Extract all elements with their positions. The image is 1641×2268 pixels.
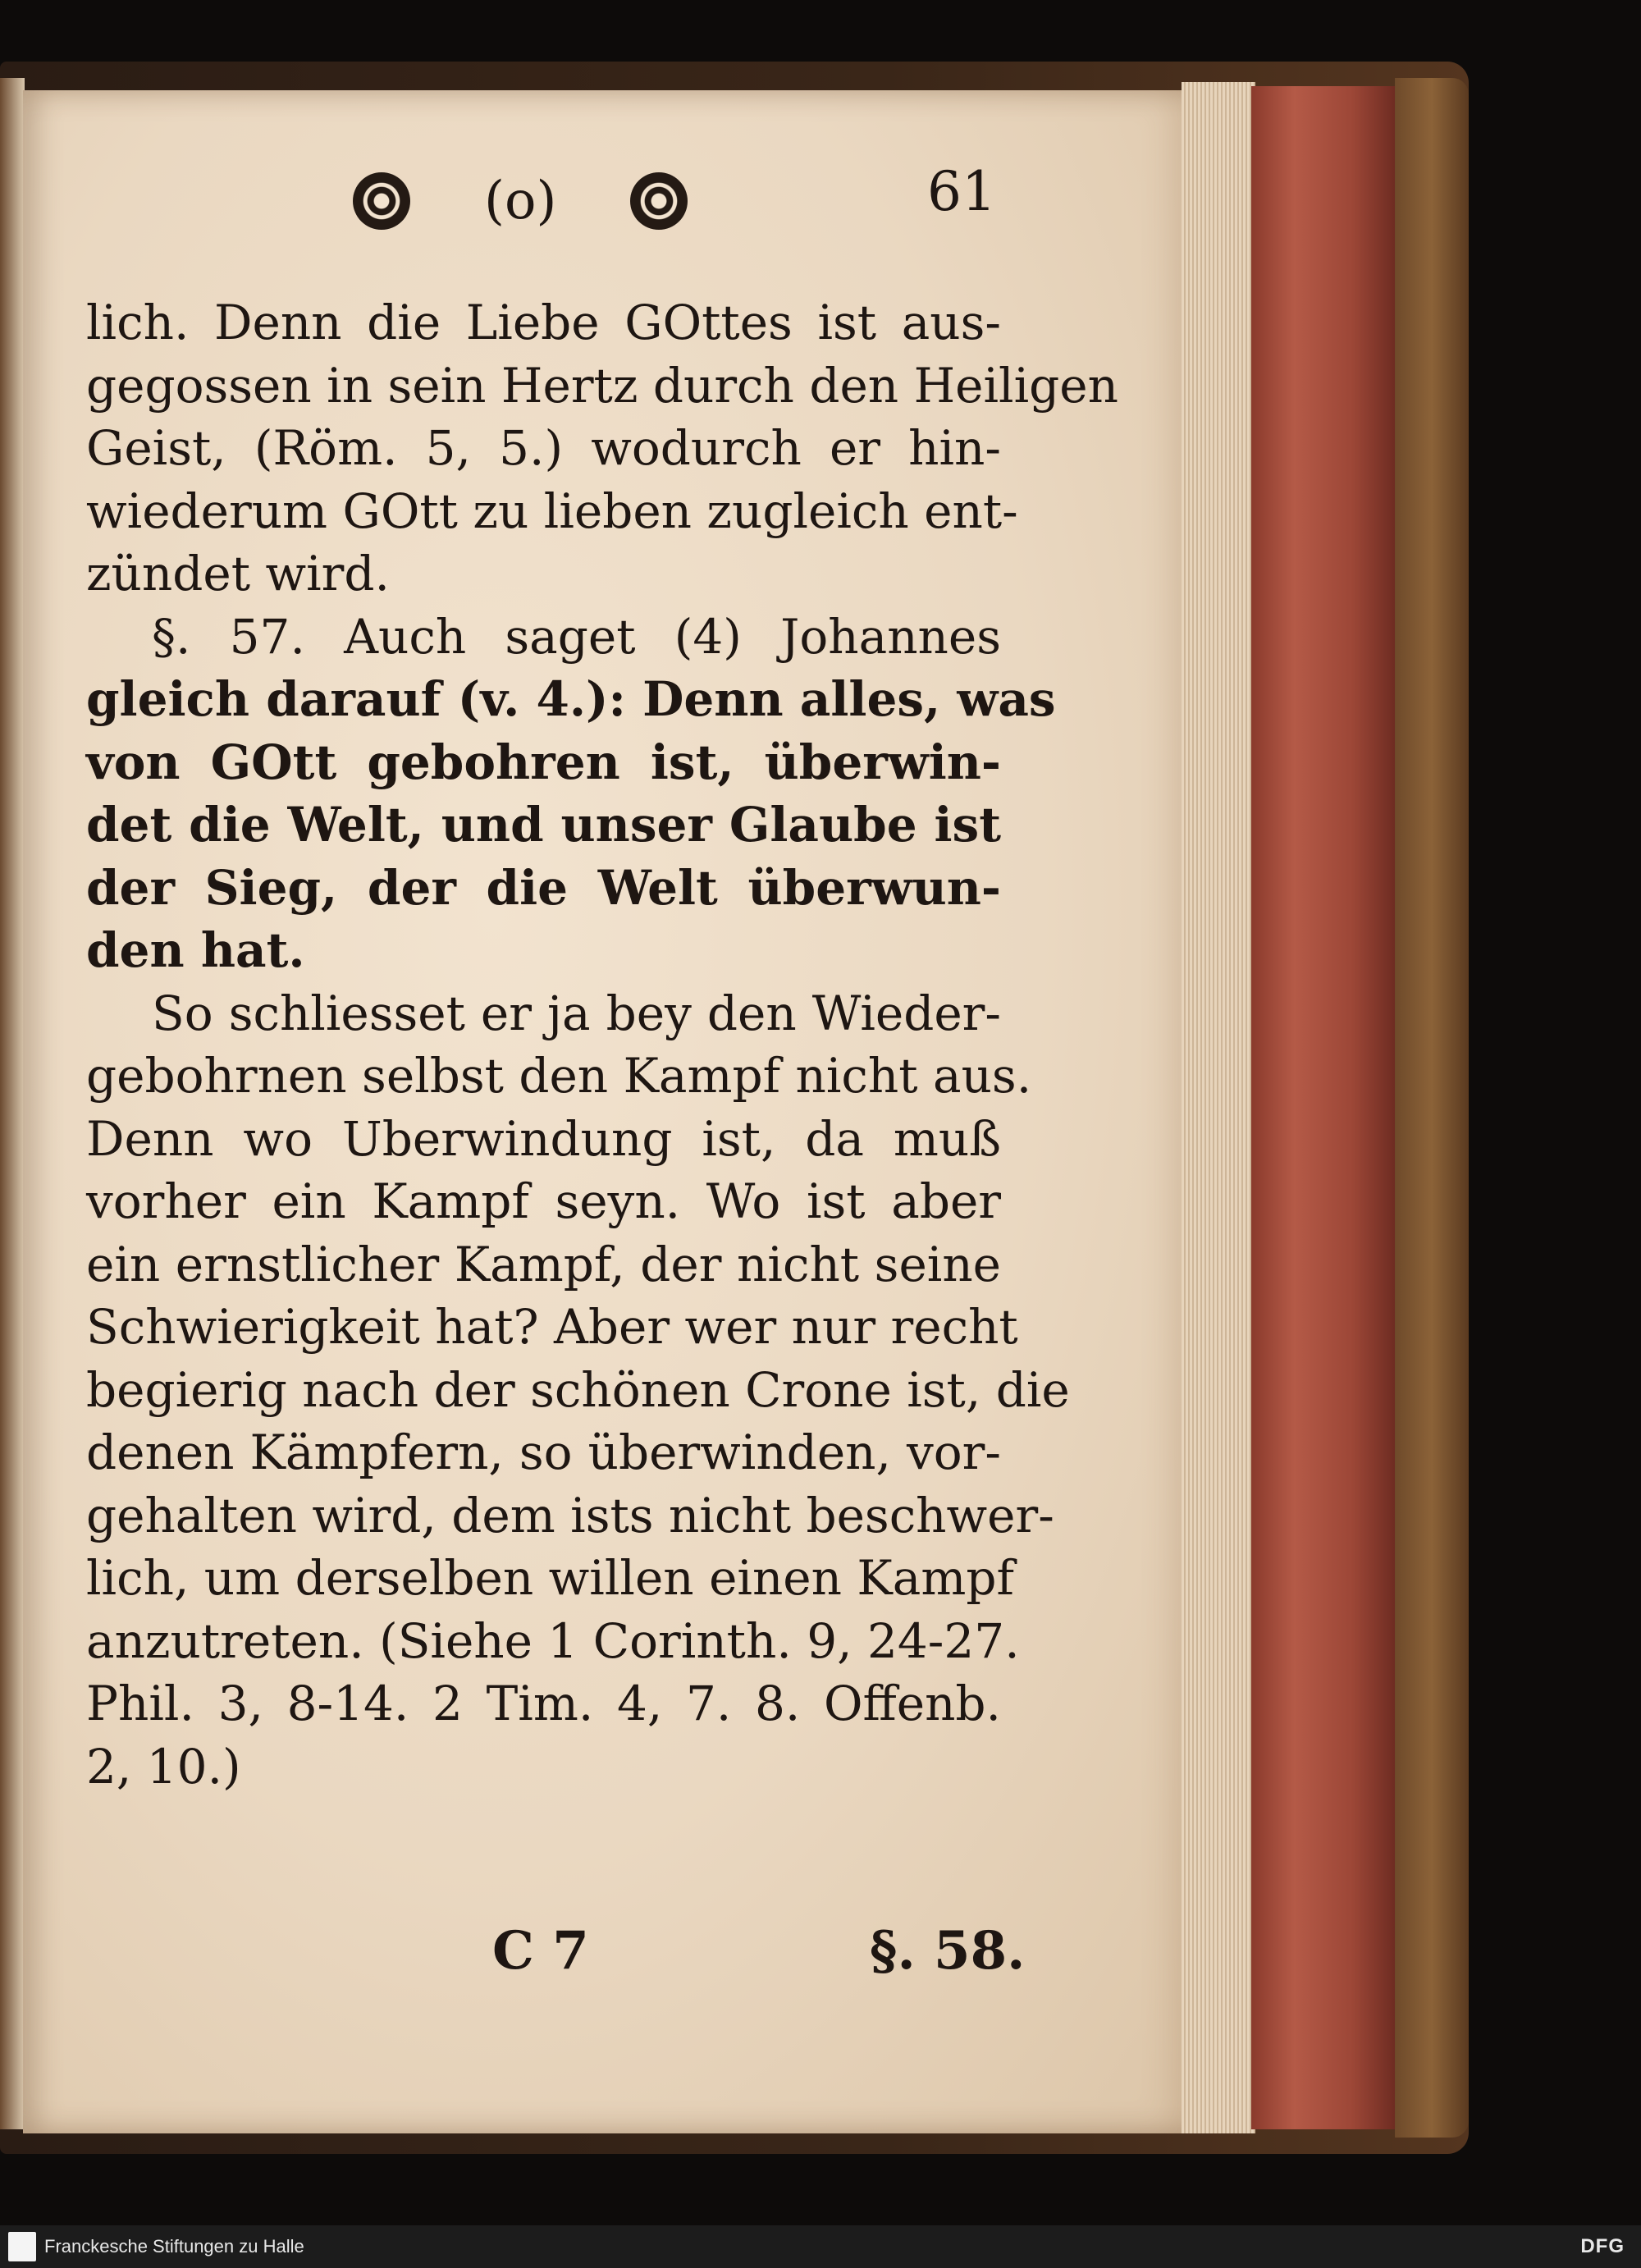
text-line: gebohrnen selbst den Kampf nicht aus. bbox=[86, 1048, 1032, 1104]
red-page-edge bbox=[1251, 86, 1395, 2129]
text-line: Denn wo Uberwindung ist, da muß bbox=[86, 1110, 1001, 1167]
facing-page-edge bbox=[0, 78, 25, 2129]
text-line: §. 57. Auch saget (4) Johannes bbox=[152, 608, 1001, 665]
text-line: denen Kämpfern, so überwinden, vor- bbox=[86, 1424, 1001, 1480]
body-text bbox=[86, 291, 1118, 1798]
text-line: det die Welt, und unser Glaube ist bbox=[86, 797, 1001, 853]
text-line: begierig nach der schönen Crone ist, die bbox=[86, 1361, 1070, 1418]
text-line: gleich darauf (v. 4.): Denn alles, was bbox=[86, 671, 1056, 727]
funder-logo: DFG bbox=[1580, 2235, 1625, 2257]
signature-mark: C 7 bbox=[492, 1920, 589, 1982]
page-number: 61 bbox=[927, 160, 996, 223]
institution-name: Franckesche Stiftungen zu Halle bbox=[44, 2236, 304, 2257]
text-line: zündet wird. bbox=[86, 546, 390, 601]
ornament-left-icon bbox=[353, 172, 410, 230]
running-head bbox=[353, 160, 1009, 242]
text-line: lich, um derselben willen einen Kampf bbox=[86, 1550, 1014, 1606]
footer-bar bbox=[0, 2225, 1641, 2268]
text-line: gehalten wird, dem ists nicht beschwer- bbox=[86, 1487, 1054, 1543]
catchword: §. 58. bbox=[870, 1920, 1026, 1982]
text-line: Geist, (Röm. 5, 5.) wodurch er hin- bbox=[86, 420, 1001, 476]
text-line: ein ernstlicher Kampf, der nicht seine bbox=[86, 1236, 1001, 1292]
text-line: Schwierigkeit hat? Aber wer nur recht bbox=[86, 1299, 1018, 1355]
text-line: 2, 10.) bbox=[86, 1738, 241, 1795]
text-line: gegossen in sein Hertz durch den Heiligen bbox=[86, 357, 1118, 414]
institution-logo-icon bbox=[8, 2232, 36, 2261]
text-line: So schliesset er ja bey den Wieder- bbox=[152, 985, 1001, 1041]
text-line: wiederum GOtt zu lieben zugleich ent- bbox=[86, 482, 1018, 539]
text-line: vorher ein Kampf seyn. Wo ist aber bbox=[86, 1173, 1001, 1229]
ornament-right-icon bbox=[630, 172, 688, 230]
text-line: den hat. bbox=[86, 922, 305, 978]
page-block-edges bbox=[1182, 82, 1255, 2133]
text-line: Phil. 3, 8-14. 2 Tim. 4, 7. 8. Offenb. bbox=[86, 1676, 1001, 1731]
cover-board bbox=[1395, 78, 1469, 2138]
text-line: der Sieg, der die Welt überwun- bbox=[86, 859, 1001, 916]
text-line: lich. Denn die Liebe GOttes ist aus- bbox=[86, 295, 1001, 350]
text-line: von GOtt gebohren ist, überwin- bbox=[86, 734, 1001, 790]
head-signature: (o) bbox=[484, 171, 557, 231]
text-line: anzutreten. (Siehe 1 Corinth. 9, 24-27. bbox=[86, 1612, 1020, 1669]
